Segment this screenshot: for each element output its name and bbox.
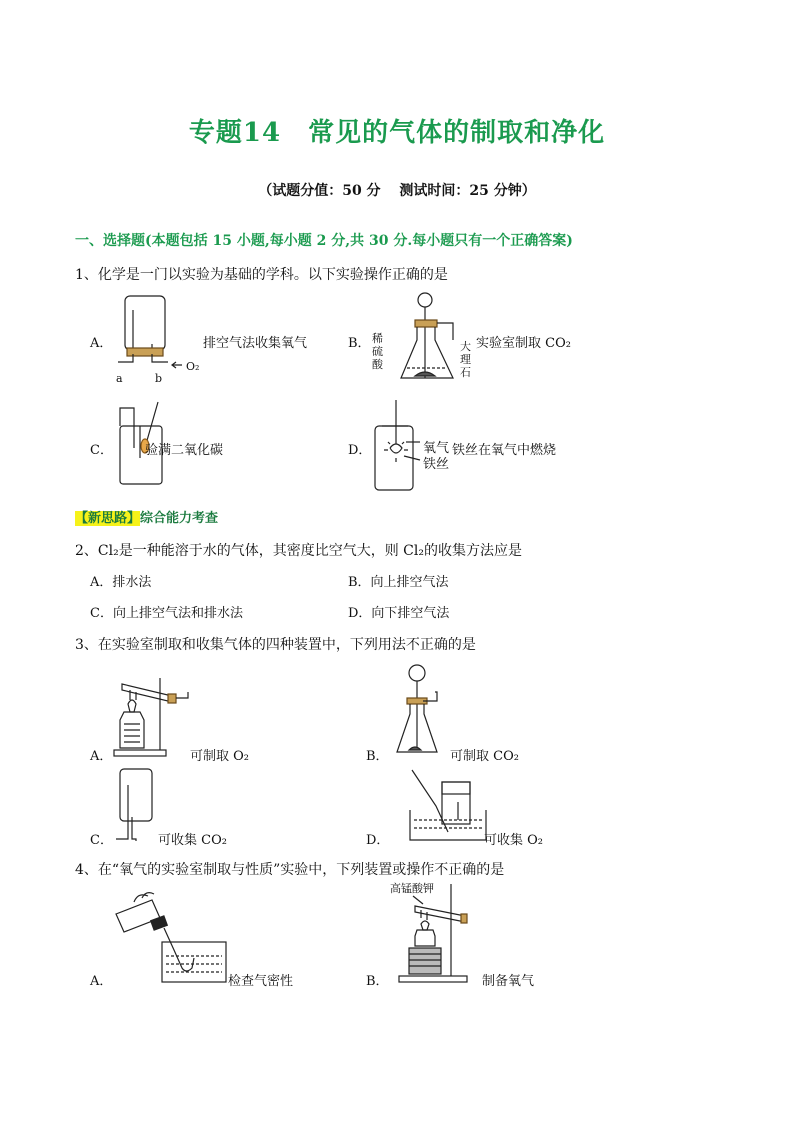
q4-option-b-letter: B． <box>366 974 389 989</box>
q4-b-label-kmno4: 高锰酸钾 <box>390 882 434 895</box>
q3-option-d-letter: D． <box>366 833 390 848</box>
question-2-stem: 2、Cl₂是一种能溶于水的气体，其密度比空气大，则 Cl₂的收集方法应是 <box>75 543 522 559</box>
q1-option-d-caption: 铁丝在氧气中燃烧 <box>452 443 557 458</box>
q3-option-b-caption: 可制取 CO₂ <box>450 749 519 764</box>
q4-option-a-letter: A． <box>90 974 113 989</box>
q1-d-label-wire: 铁丝 <box>423 457 450 472</box>
q4-b-oxygen-preparation-diagram <box>395 880 475 984</box>
q1-option-b-caption: 实验室制取 CO₂ <box>476 336 571 351</box>
q1-b-label-acid: 稀 硫 酸 <box>372 332 383 371</box>
q1-option-a-letter: A． <box>90 336 113 351</box>
q1-d-iron-wire-burning-diagram <box>370 398 430 494</box>
q1-b-label-marble: 大 理 石 <box>460 340 471 379</box>
q3-option-d-caption: 可收集 O₂ <box>484 833 544 848</box>
q3-c-inverted-bottle-diagram <box>112 765 156 845</box>
q3-option-c-letter: C． <box>90 833 113 848</box>
exam-info: （试题分值：50 分 测试时间：25 分钟） <box>258 183 536 199</box>
new-idea-highlight: 【新思路】 <box>75 511 141 526</box>
q1-a-label-a: a <box>116 372 123 385</box>
page-title: 专题14 常见的气体的制取和净化 <box>188 118 606 148</box>
question-1-stem: 1、化学是一门以实验为基础的学科。以下实验操作正确的是 <box>75 267 448 283</box>
q3-option-a-letter: A． <box>90 749 113 764</box>
q1-d-label-o2: 氧气 <box>423 441 450 456</box>
q2-option-c: C．向上排空气法和排水法 <box>90 606 243 621</box>
q1-option-b-letter: B． <box>348 336 371 351</box>
q1-option-a-caption: 排空气法收集氧气 <box>203 336 308 351</box>
new-idea-tag <box>75 507 218 526</box>
q3-option-b-letter: B． <box>366 749 389 764</box>
q1-option-d-letter: D． <box>348 443 372 458</box>
q1-a-label-o2: O₂ <box>186 360 200 373</box>
q3-option-c-caption: 可收集 CO₂ <box>158 833 227 848</box>
q4-option-a-caption: 检查气密性 <box>228 974 294 989</box>
q3-b-flask-generator-diagram <box>395 662 457 758</box>
q3-option-a-caption: 可制取 O₂ <box>190 749 250 764</box>
q4-option-b-caption: 制备氧气 <box>482 974 535 989</box>
question-4-stem: 4、在“氧气的实验室制取与性质”实验中，下列装置或操作不正确的是 <box>75 862 505 878</box>
q1-option-c-letter: C． <box>90 443 113 458</box>
q1-a-label-b: b <box>155 372 163 385</box>
q2-option-d: D．向下排空气法 <box>348 606 450 621</box>
q2-option-b: B．向上排空气法 <box>348 575 449 590</box>
question-3-stem: 3、在实验室制取和收集气体的四种装置中，下列用法不正确的是 <box>75 637 476 653</box>
q3-d-water-trough-collection-diagram <box>408 762 488 848</box>
q1-option-c-caption: 验满二氧化碳 <box>145 443 224 458</box>
q3-a-heating-apparatus-diagram <box>110 668 194 760</box>
section-heading: 一、选择题(本题包括 15 小题,每小题 2 分,共 30 分.每小题只有一个正确答案) <box>75 233 573 249</box>
q2-option-a: A．排水法 <box>90 575 152 590</box>
new-idea-text: 综合能力考查 <box>140 511 219 526</box>
